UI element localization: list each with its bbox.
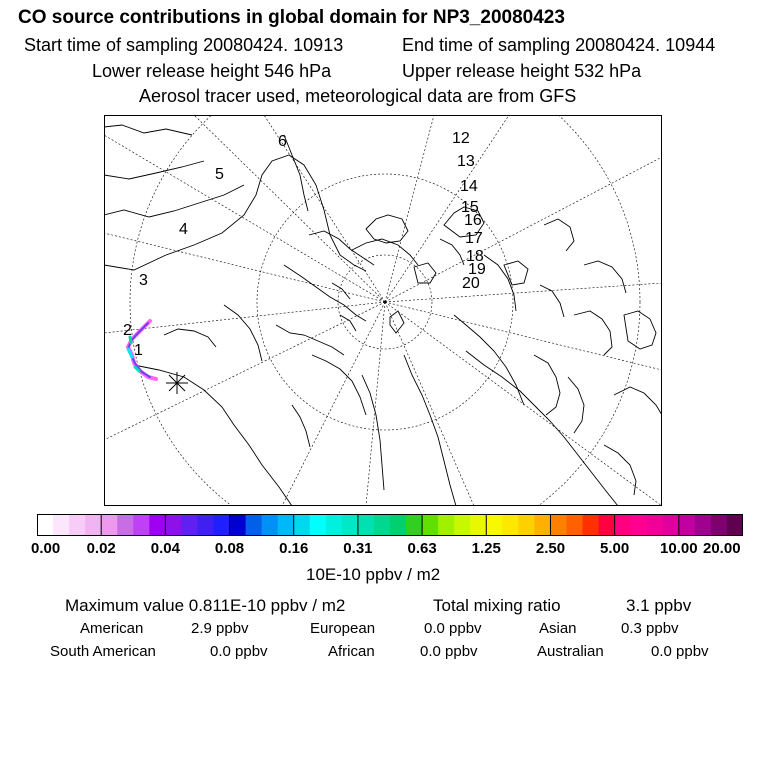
region-south-american-value: 0.0 ppbv <box>210 643 268 660</box>
time-label-3: 3 <box>139 272 148 289</box>
total-mixing-ratio-value: 3.1 ppbv <box>626 596 692 615</box>
color-cell <box>278 514 295 536</box>
color-cell <box>454 514 471 536</box>
color-cell <box>342 514 359 536</box>
time-label-17: 17 <box>465 230 483 247</box>
time-label-14: 14 <box>460 178 478 195</box>
tracer-note: Aerosol tracer used, meteorological data are from GFS <box>139 86 577 106</box>
color-scale-bar <box>37 514 743 536</box>
color-cell <box>294 514 311 536</box>
color-cell <box>117 514 134 536</box>
color-cell <box>647 514 664 536</box>
color-scale-tick-label: 1.25 <box>471 540 501 557</box>
color-cell <box>149 514 166 536</box>
color-cell <box>422 514 439 536</box>
color-cell <box>583 514 600 536</box>
maximum-value: Maximum value 0.811E-10 ppbv / m2 <box>65 596 346 615</box>
region-asian-name: Asian <box>539 620 577 637</box>
color-cell <box>518 514 535 536</box>
color-cell <box>85 514 102 536</box>
color-scale-tick-label: 0.08 <box>214 540 245 557</box>
time-label-18: 18 <box>466 248 484 265</box>
polar-map <box>104 115 662 506</box>
color-scale-tick-label: 0.63 <box>407 540 437 557</box>
start-time-label: Start time of sampling 20080424. 10913 <box>24 35 344 55</box>
color-cell <box>326 514 343 536</box>
region-asian-value: 0.3 ppbv <box>621 620 679 637</box>
color-scale-tick-label: 0.16 <box>279 540 309 557</box>
color-cell <box>101 514 118 536</box>
color-cell <box>567 514 584 536</box>
color-cell <box>262 514 279 536</box>
time-label-5: 5 <box>215 166 224 183</box>
color-cell <box>246 514 263 536</box>
color-scale-tick-label: 0.31 <box>343 540 373 557</box>
color-cell <box>663 514 680 536</box>
time-label-15: 15 <box>461 199 479 216</box>
time-label-13: 13 <box>457 153 475 170</box>
color-cell <box>310 514 327 536</box>
color-cell <box>550 514 567 536</box>
color-cell <box>695 514 712 536</box>
region-australian-value: 0.0 ppbv <box>651 643 709 660</box>
color-cell <box>230 514 247 536</box>
time-label-20: 20 <box>462 275 480 292</box>
region-american-name: American <box>80 620 144 637</box>
color-scale-tick-label: 0.00 <box>31 540 61 557</box>
end-time-label: End time of sampling 20080424. 10944 <box>402 35 716 55</box>
color-scale-tick-label: 0.02 <box>86 540 116 557</box>
region-south-american-name: South American <box>50 643 156 660</box>
color-scale-tick-label: 2.50 <box>535 540 566 557</box>
color-cell <box>374 514 391 536</box>
time-label-4: 4 <box>179 221 188 238</box>
color-cell <box>37 514 54 536</box>
color-cell <box>599 514 616 536</box>
color-cell <box>470 514 487 536</box>
region-european-name: European <box>310 620 376 637</box>
time-label-16: 16 <box>464 212 482 229</box>
color-scale-tick-label: 20.00 <box>703 540 741 557</box>
region-australian-name: Australian <box>537 643 604 660</box>
color-cell <box>390 514 407 536</box>
color-cell <box>486 514 503 536</box>
time-label-6: 6 <box>278 133 287 150</box>
color-scale-tick-label: 10.00 <box>660 540 698 557</box>
lower-release-height: Lower release height 546 hPa <box>92 61 332 81</box>
units-label: 10E-10 ppbv / m2 <box>306 565 441 584</box>
color-scale-tick-label: 0.04 <box>150 540 180 557</box>
color-cell <box>631 514 648 536</box>
region-african-name: African <box>328 643 375 660</box>
time-label-1: 1 <box>134 342 143 359</box>
color-cell <box>502 514 519 536</box>
total-mixing-ratio-label: Total mixing ratio <box>433 596 561 615</box>
color-cell <box>615 514 632 536</box>
color-cell <box>197 514 214 536</box>
color-cell <box>534 514 551 536</box>
color-cell <box>69 514 86 536</box>
time-label-12: 12 <box>452 130 470 147</box>
color-cell <box>165 514 182 536</box>
upper-release-height: Upper release height 532 hPa <box>402 61 642 81</box>
plot-title: CO source contributions in global domain for NP3_20080423 <box>18 7 565 28</box>
region-african-value: 0.0 ppbv <box>420 643 478 660</box>
color-cell <box>133 514 150 536</box>
time-label-2: 2 <box>123 322 132 339</box>
color-cell <box>727 514 743 536</box>
color-cell <box>214 514 231 536</box>
color-cell <box>181 514 198 536</box>
color-cell <box>53 514 70 536</box>
color-cell <box>679 514 696 536</box>
color-cell <box>406 514 423 536</box>
color-scale-tick-label: 5.00 <box>600 540 630 557</box>
time-label-19: 19 <box>468 261 486 278</box>
region-european-value: 0.0 ppbv <box>424 620 482 637</box>
region-american-value: 2.9 ppbv <box>191 620 249 637</box>
end-point-marker <box>166 372 188 394</box>
color-cell <box>438 514 455 536</box>
color-cell <box>711 514 728 536</box>
color-cell <box>358 514 375 536</box>
